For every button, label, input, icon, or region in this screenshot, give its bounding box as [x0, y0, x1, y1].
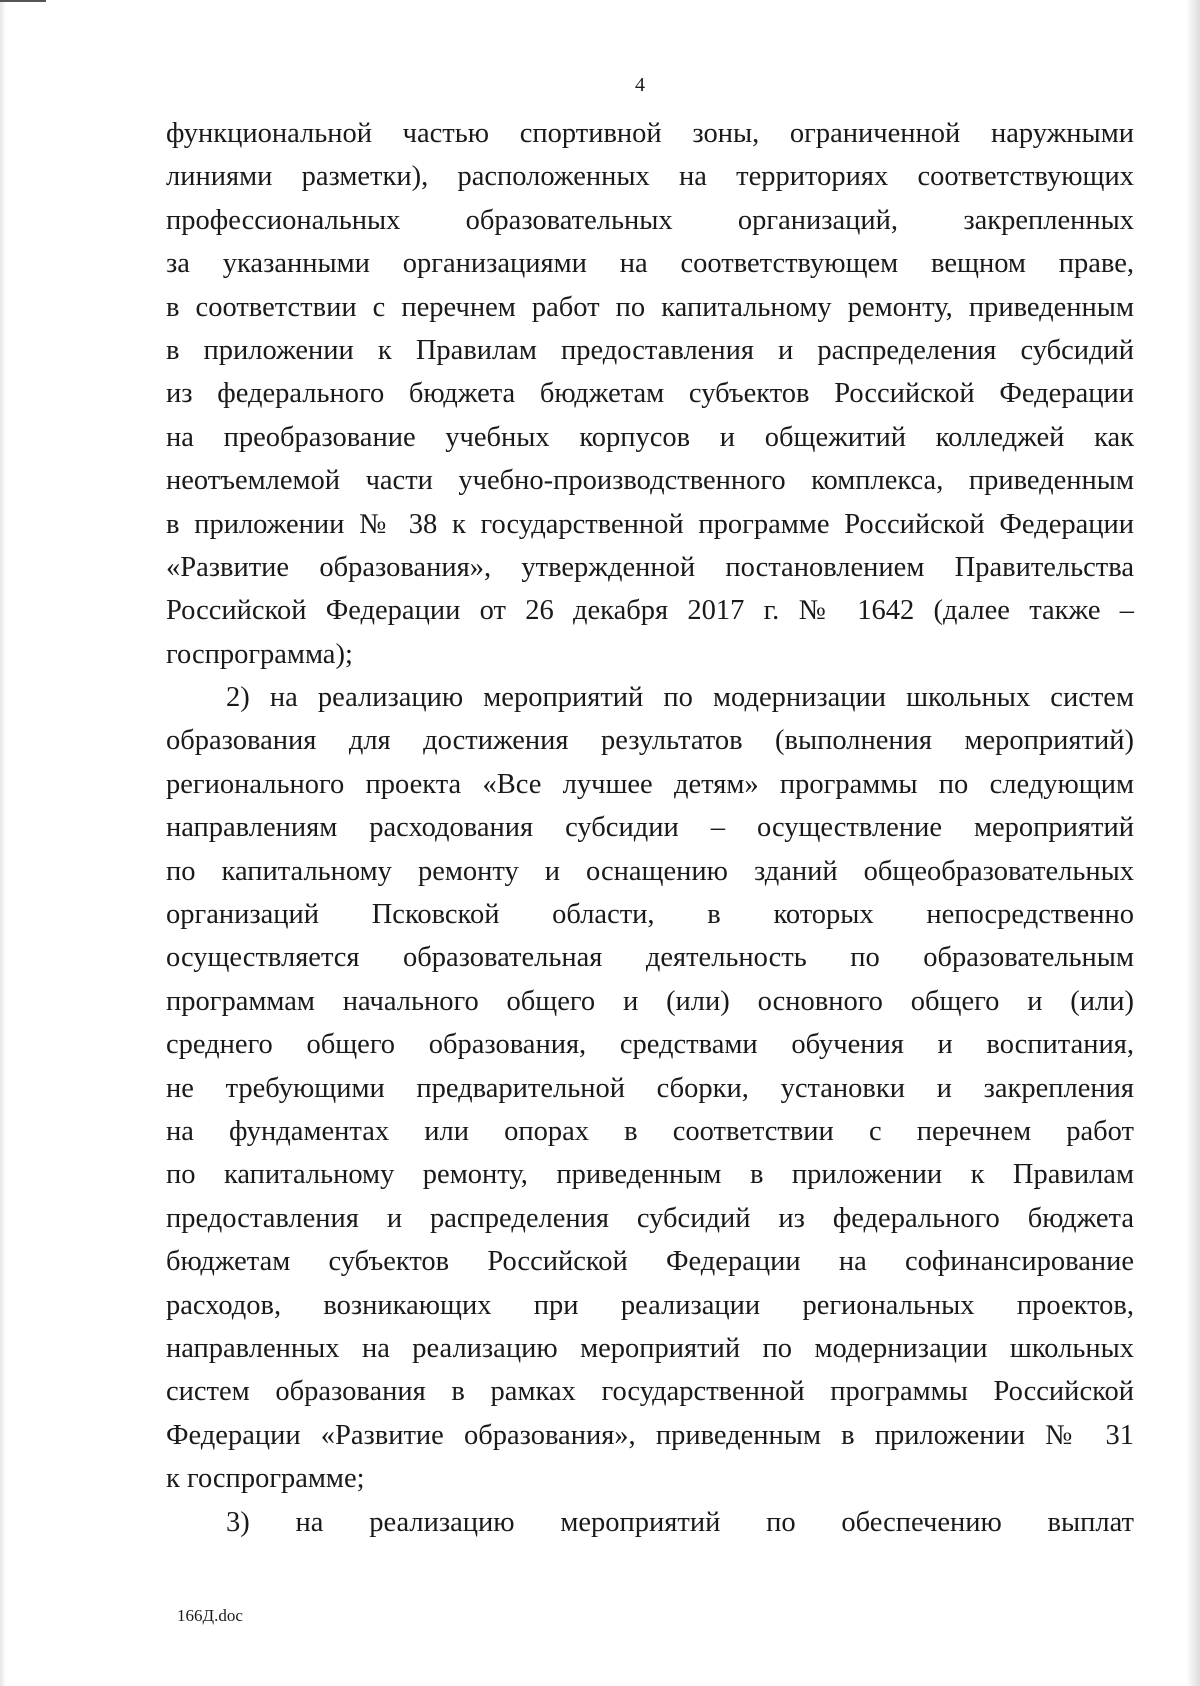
text-line: функциональной частью спортивной зоны, ограниченной наружными	[166, 118, 1134, 149]
text-line: к госпрограмме;	[166, 1463, 365, 1495]
text-line: «Развитие образования», утвержденной постановлением Правительства	[166, 551, 1134, 583]
text-line: неотъемлемой части учебно-производственного комплекса, приведенным	[166, 465, 1134, 497]
text-line: 2) на реализацию мероприятий по модернизации школьных систем	[226, 682, 1134, 714]
text-line: организаций Псковской области, в которых непосредственно	[166, 899, 1134, 931]
scan-edge-right	[1186, 0, 1200, 1686]
page-number: 4	[635, 74, 645, 96]
body-text	[166, 112, 1134, 1544]
text-line: среднего общего образования, средствами обучения и воспитания,	[166, 1029, 1134, 1061]
text-line: направленных на реализацию мероприятий по модернизации школьных	[166, 1332, 1134, 1364]
text-line: из федерального бюджета бюджетам субъектов Российской Федерации	[166, 378, 1134, 410]
text-line: на фундаментах или опорах в соответствии с перечнем работ	[166, 1115, 1134, 1147]
scan-top-mark	[0, 0, 46, 2]
text-line: 3) на реализацию мероприятий по обеспечению выплат	[226, 1506, 1134, 1538]
text-line: не требующими предварительной сборки, установки и закрепления	[166, 1072, 1134, 1104]
text-line: линиями разметки), расположенных на территориях соответствующих	[166, 161, 1134, 193]
file-name-footer: 166Д.doc	[177, 1606, 243, 1625]
text-line: за указанными организациями на соответствующем вещном праве,	[166, 248, 1134, 280]
text-line: Российской Федерации от 26 декабря 2017 г. № 1642 (далее также –	[166, 595, 1134, 627]
text-line: в соответствии с перечнем работ по капитальному ремонту, приведенным	[166, 291, 1134, 323]
text-line: в приложении № 38 к государственной программе Российской Федерации	[166, 508, 1134, 540]
text-line: расходов, возникающих при реализации региональных проектов,	[166, 1289, 1134, 1321]
text-line: направлениям расходования субсидии – осуществление мероприятий	[166, 812, 1134, 844]
scan-edge-left	[0, 0, 6, 1686]
text-line: по капитальному ремонту, приведенным в приложении к Правилам	[166, 1159, 1134, 1191]
text-line: бюджетам субъектов Российской Федерации на софинансирование	[166, 1246, 1134, 1278]
text-line: программам начального общего и (или) основного общего и (или)	[166, 985, 1134, 1017]
text-line: госпрограмма);	[166, 638, 353, 670]
text-line: осуществляется образовательная деятельность по образовательным	[166, 942, 1134, 974]
text-line: по капитальному ремонту и оснащению зданий общеобразовательных	[166, 855, 1134, 887]
text-line: систем образования в рамках государственной программы Российской	[166, 1376, 1134, 1408]
text-line: в приложении к Правилам предоставления и распределения субсидий	[166, 334, 1134, 366]
text-line: на преобразование учебных корпусов и общежитий колледжей как	[166, 421, 1134, 453]
text-line: Федерации «Развитие образования», приведенным в приложении № 31	[166, 1419, 1134, 1451]
text-line: предоставления и распределения субсидий из федерального бюджета	[166, 1202, 1134, 1234]
text-line: образования для достижения результатов (выполнения мероприятий)	[166, 725, 1134, 757]
text-line: профессиональных образовательных организаций, закрепленных	[166, 204, 1134, 236]
text-line: регионального проекта «Все лучшее детям» программы по следующим	[166, 768, 1134, 800]
